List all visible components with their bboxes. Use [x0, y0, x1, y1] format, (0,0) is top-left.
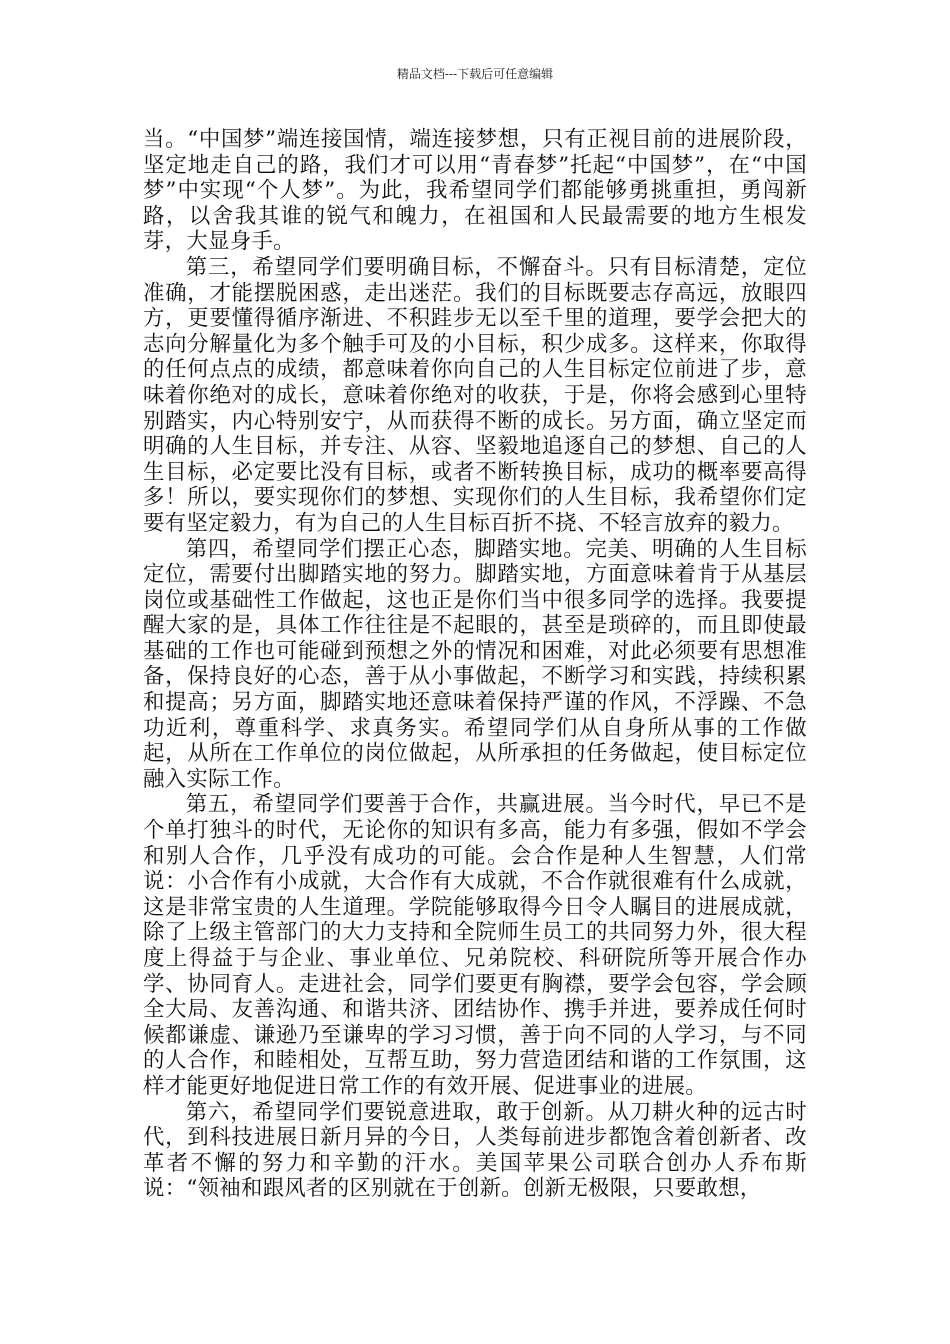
page-header: 精品文档---下载后可任意编辑	[396, 67, 554, 81]
paragraph-third: 第三，希望同学们要明确目标，不懈奋斗。只有目标清楚，定位准确，才能摆脱困惑，走出迷茫。我们的目标既要志存高远，放眼四方，更要懂得循序渐进、不积跬步无以至千里的道理，要学会把大的志向分解量化为多个触手可及的小目标，积少成多。这样来，你取得的任何点点的成绩，都意味着你向自己的人生目标定位前进了步，意味着你绝对的成长，意味着你绝对的收获，于是，你将会感到心里特别踏实，内心特别安宁，从而获得不断的成长。另方面，确立坚定而明确的人生目标，并专注、从容、坚毅地追逐自己的梦想、自己的人生目标，必定要比没有目标，或者不断转换目标，成功的概率要高得多！所以，要实现你们的梦想、实现你们的人生目标，我希望你们定要有坚定毅力，有为自己的人生目标百折不挠、不轻言放弃的毅力。	[143, 254, 807, 536]
paragraph-sixth: 第六，希望同学们要锐意进取，敢于创新。从刀耕火种的远古时代，到科技进展日新月异的今日，人类每前进步都饱含着创新者、改革者不懈的努力和辛勤的汗水。美国苹果公司联合创办人乔布斯说：“领袖和跟风者的区别就在于创新。创新无极限，只要敢想，	[143, 1099, 807, 1202]
paragraph-fourth: 第四，希望同学们摆正心态，脚踏实地。完美、明确的人生目标定位，需要付出脚踏实地的努力。脚踏实地，方面意味着肯于从基层岗位或基础性工作做起，这也正是你们当中很多同学的选择。我要提醒大家的是，具体工作往往是不起眼的，甚至是琐碎的，而且即使最基础的工作也可能碰到预想之外的情况和困难，对此必须要有思想准备，保持良好的心态，善于从小事做起，不断学习和实践，持续积累和提高；另方面，脚踏实地还意味着保持严谨的作风，不浮躁、不急功近利，尊重科学、求真务实。希望同学们从自身所从事的工作做起，从所在工作单位的岗位做起，从所承担的任务做起，使目标定位融入实际工作。	[143, 536, 807, 792]
paragraph-fifth: 第五，希望同学们要善于合作，共赢进展。当今时代，早已不是个单打独斗的时代，无论你的知识有多高，能力有多强，假如不学会和别人合作，几乎没有成功的可能。会合作是种人生智慧，人们常说：小合作有小成就，大合作有大成就，不合作就很难有什么成就，这是非常宝贵的人生道理。学院能够取得今日令人瞩目的进展成就，除了上级主管部门的大力支持和全院师生员工的共同努力外，很大程度上得益于与企业、事业单位、兄弟院校、科研院所等开展合作办学、协同育人。走进社会，同学们要更有胸襟，要学会包容，学会顾全大局、友善沟通、和谐共济、团结协作、携手并进，要养成任何时候都谦虚、谦逊乃至谦卑的学习习惯，善于向不同的人学习，与不同的人合作，和睦相处，互帮互助，努力营造团结和谐的工作氛围，这样才能更好地促进日常工作的有效开展、促进事业的进展。	[143, 792, 807, 1099]
document-body	[143, 127, 807, 1202]
paragraph-continuation: 当。“中国梦”端连接国情，端连接梦想，只有正视目前的进展阶段，坚定地走自己的路，我们才可以用“青春梦”托起“中国梦”，在“中国梦”中实现“个人梦”。为此，我希望同学们都能够勇挑重担，勇闯新路，以舍我其谁的锐气和魄力，在祖国和人民最需要的地方生根发芽，大显身手。	[143, 127, 807, 255]
